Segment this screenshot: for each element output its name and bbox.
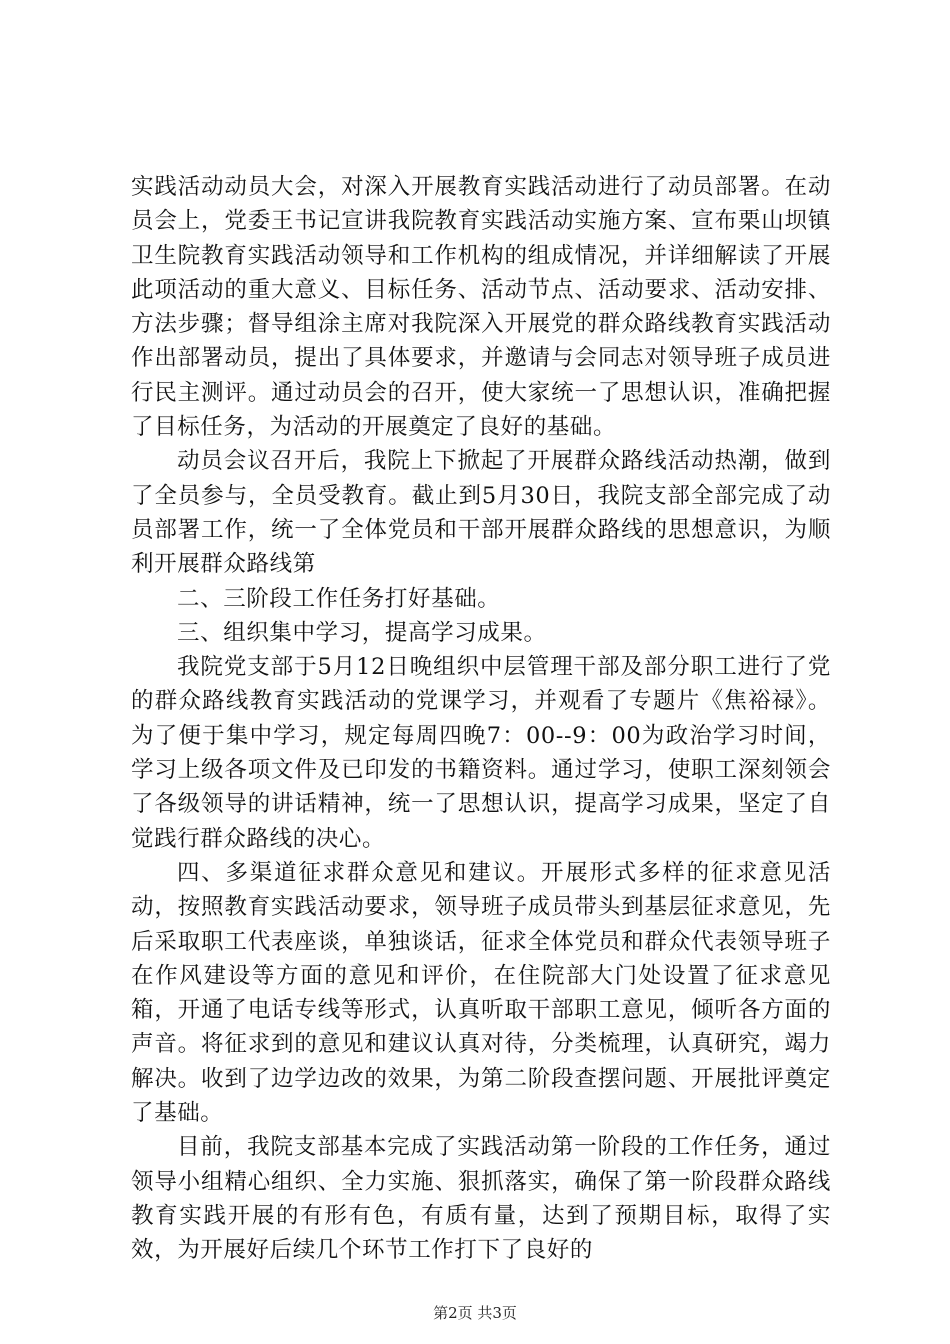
paragraph-2: 动员会议召开后，我院上下掀起了开展群众路线活动热潮，做到了全员参与，全员受教育。截止到5月30日，我院支部全部完成了动员部署工作，统一了全体党员和干部开展群众路线的思想意识，为顺利开展群众路线第 xyxy=(131,448,831,578)
paragraph-6: 四、多渠道征求群众意见和建议。开展形式多样的征求意见活动，按照教育实践活动要求，领导班子成员带头到基层征求意见，先后采取职工代表座谈，单独谈话，征求全体党员和群众代表领导班子在作风建设等方面的意见和评价，在住院部大门处设置了征求意见箱，开通了电话专线等形式，认真听取干部职工意见，倾听各方面的声音。将征求到的意见和建议认真对待，分类梳理，认真研究，竭力解决。收到了边学边改的效果，为第二阶段查摆问题、开展批评奠定了基础。 xyxy=(131,859,831,1127)
paragraph-3: 二、三阶段工作任务打好基础。 xyxy=(177,585,501,612)
section-heading-3: 三、组织集中学习，提高学习成果。 xyxy=(177,619,547,646)
page-number-footer: 第2页 共3页 xyxy=(433,1304,517,1322)
paragraph-7: 目前，我院支部基本完成了实践活动第一阶段的工作任务，通过领导小组精心组织、全力实施、狠抓落实，确保了第一阶段群众路线教育实践开展的有形有色，有质有量，达到了预期目标，取得了实效，为开展好后续几个环节工作打下了良好的 xyxy=(131,1134,831,1264)
paragraph-5: 我院党支部于5月12日晚组织中层管理干部及部分职工进行了党的群众路线教育实践活动的党课学习，并观看了专题片《焦裕禄》。为了便于集中学习，规定每周四晚7：00--9：00为政治学习时间，学习上级各项文件及已印发的书籍资料。通过学习，使职工深刻领会了各级领导的讲话精神，统一了思想认识，提高学习成果，坚定了自觉践行群众路线的决心。 xyxy=(131,654,831,852)
document-body xyxy=(131,170,831,1268)
paragraph-1: 实践活动动员大会，对深入开展教育实践活动进行了动员部署。在动员会上，党委王书记宣讲我院教育实践活动实施方案、宣布栗山坝镇卫生院教育实践活动领导和工作机构的组成情况，并详细解读了开展此项活动的重大意义、目标任务、活动节点、活动要求、活动安排、方法步骤；督导组涂主席对我院深入开展党的群众路线教育实践活动作出部署动员，提出了具体要求，并邀请与会同志对领导班子成员进行民主测评。通过动员会的召开，使大家统一了思想认识，准确把握了目标任务，为活动的开展奠定了良好的基础。 xyxy=(131,174,831,441)
